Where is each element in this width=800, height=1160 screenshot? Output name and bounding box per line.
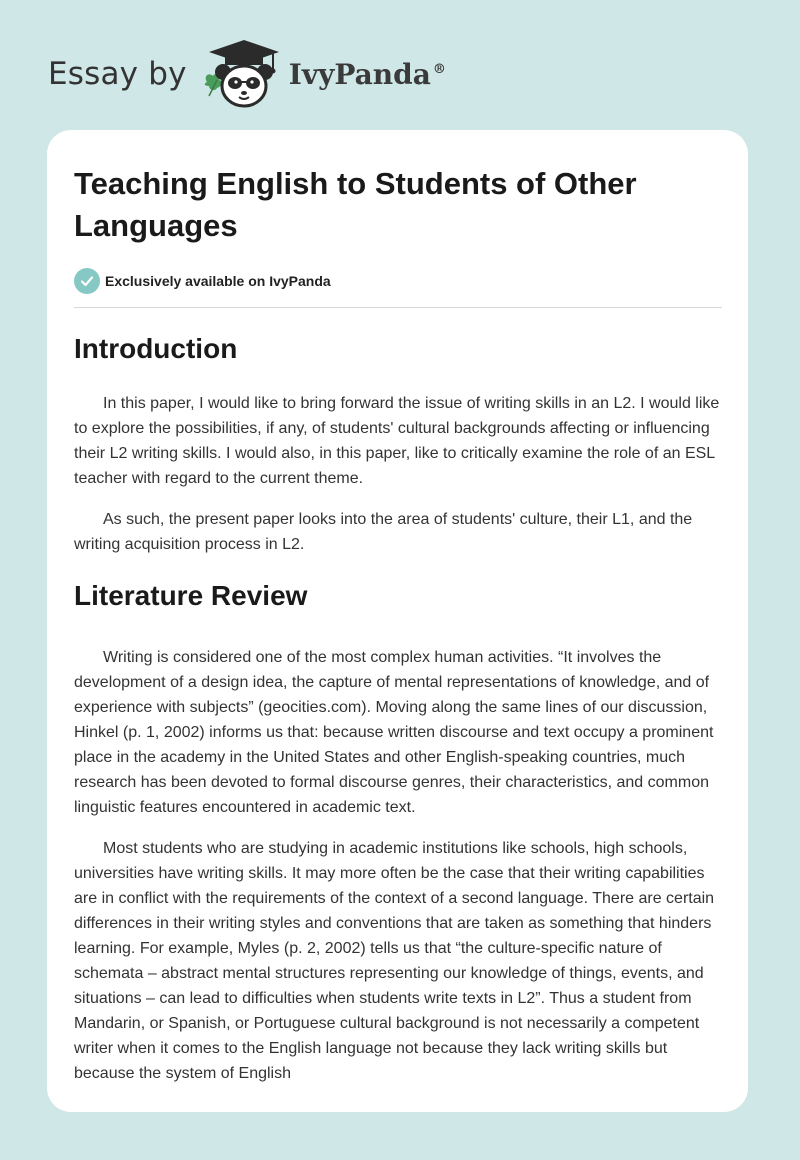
section-heading-literature-review: Literature Review	[74, 580, 308, 611]
ivypanda-logo-icon[interactable]	[201, 36, 287, 112]
paragraph: In this paper, I would like to bring forward the issue of writing skills in an L2. I would like to explore the possibilities, if any, of students' cultural backgrounds affecting or influencing their L2 writing skills. I would also, in this paper, like to critically examine the role of an ESL teacher with regard to the current theme.	[74, 395, 720, 487]
section-heading-introduction: Introduction	[74, 333, 238, 364]
brand-name[interactable]: IvyPanda ®	[288, 57, 446, 91]
registered-mark: ®	[432, 62, 446, 78]
paragraph: Writing is considered one of the most complex human activities. “It involves the development of a design idea, the capture of mental representations of knowledge, and of experience with subjects” (geocities.com). Moving along the same lines of our discussion, Hinkel (p. 1, 2002) informs us that: because written discourse and text occupy a prominent place in the academy in the United States and other English-speaking countries, much research has been devoted to formal discourse genres, their characteristics, and common linguistic features encountered in academic text.	[74, 649, 714, 816]
site-header	[48, 34, 446, 114]
check-icon	[74, 268, 100, 294]
page-title: Teaching English to Students of Other Languages	[74, 166, 637, 243]
paragraph: Most students who are studying in academic institutions like schools, high schools, universities have writing skills. It may more often be the case that their writing capabilities are in conflict with the requirements of the context of a second language. There are certain differences in their writing styles and conventions that are taken as something that hinders learning. For example, Myles (p. 2, 2002) tells us that “the culture-specific nature of schemata – abstract mental structures representing our knowledge of things, events, and situations – can lead to difficulties when students write texts in L2”. Thus a student from Mandarin, or Spanish, or Portuguese cultural background is not necessarily a competent writer when it comes to the English language not because they lack writing skills but because the system of English	[74, 840, 715, 1082]
badge-label: Exclusively available on IvyPanda	[105, 273, 331, 289]
exclusive-badge	[74, 267, 722, 295]
essay-by-label: Essay by	[48, 56, 187, 92]
paragraph: As such, the present paper looks into the area of students' culture, their L1, and the writing acquisition process in L2.	[74, 511, 693, 553]
divider	[74, 307, 722, 308]
essay-card	[47, 130, 748, 1112]
